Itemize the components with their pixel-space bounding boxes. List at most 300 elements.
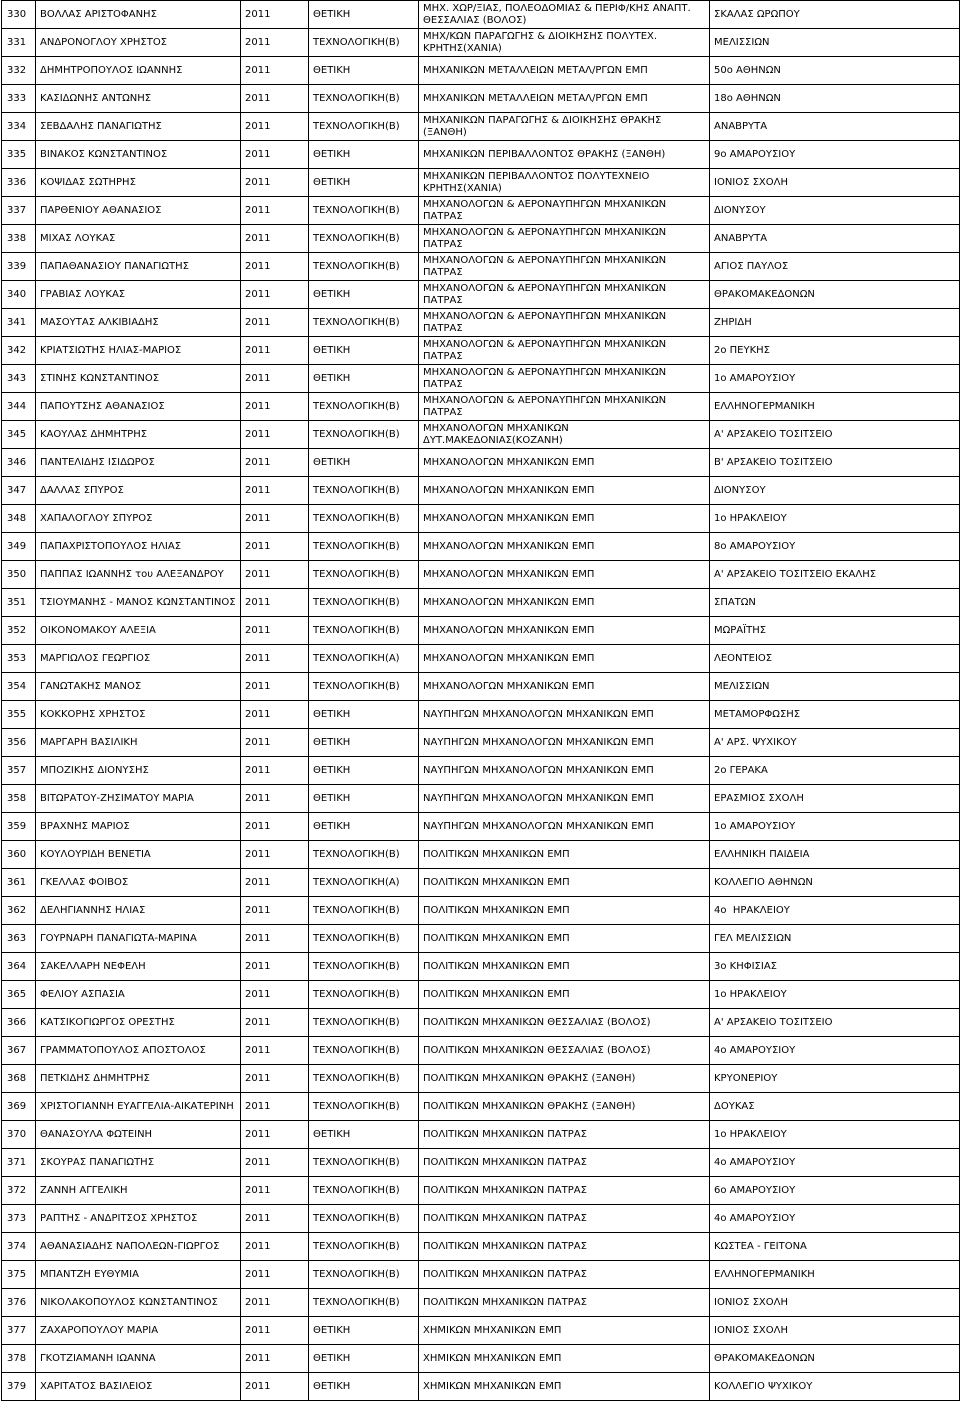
row-number-cell: 348 <box>2 505 36 533</box>
year-cell: 2011 <box>241 1009 309 1037</box>
row-number-cell: 364 <box>2 953 36 981</box>
department-cell: ΝΑΥΠΗΓΩΝ ΜΗΧΑΝΟΛΟΓΩΝ ΜΗΧΑΝΙΚΩΝ ΕΜΠ <box>419 701 710 729</box>
school-cell: 4ο ΑΜΑΡΟΥΣΙΟΥ <box>710 1037 960 1065</box>
department-cell: ΠΟΛΙΤΙΚΩΝ ΜΗΧΑΝΙΚΩΝ ΕΜΠ <box>419 953 710 981</box>
department-cell: ΜΗΧΑΝΙΚΩΝ ΜΕΤΑΛΛΕΙΩΝ ΜΕΤΑΛ/ΡΓΩΝ ΕΜΠ <box>419 57 710 85</box>
school-cell: ΑΝΑΒΡΥΤΑ <box>710 225 960 253</box>
track-cell: ΤΕΧΝΟΛΟΓΙΚΗ(Β) <box>309 1205 419 1233</box>
row-number-cell: 371 <box>2 1149 36 1177</box>
department-cell: ΝΑΥΠΗΓΩΝ ΜΗΧΑΝΟΛΟΓΩΝ ΜΗΧΑΝΙΚΩΝ ΕΜΠ <box>419 813 710 841</box>
student-name-cell: ΤΣΙΟΥΜΑΝΗΣ - ΜΑΝΟΣ ΚΩΝΣΤΑΝΤΙΝΟΣ <box>36 589 241 617</box>
student-name-cell: ΣΑΚΕΛΛΑΡΗ ΝΕΦΕΛΗ <box>36 953 241 981</box>
row-number-cell: 357 <box>2 757 36 785</box>
track-cell: ΘΕΤΙΚΗ <box>309 141 419 169</box>
department-cell: ΜΗΧ. ΧΩΡ/ΞΙΑΣ, ΠΟΛΕΟΔΟΜΙΑΣ & ΠΕΡΙΦ/ΚΗΣ ΑΝΑΠΤ. ΘΕΣΣΑΛΙΑΣ (ΒΟΛΟΣ) <box>419 1 710 29</box>
department-cell: ΠΟΛΙΤΙΚΩΝ ΜΗΧΑΝΙΚΩΝ ΠΑΤΡΑΣ <box>419 1177 710 1205</box>
row-number-cell: 334 <box>2 113 36 141</box>
table-row <box>2 477 960 505</box>
student-name-cell: ΠΑΠΑΘΑΝΑΣΙΟΥ ΠΑΝΑΓΙΩΤΗΣ <box>36 253 241 281</box>
year-cell: 2011 <box>241 925 309 953</box>
student-name-cell: ΓΟΥΡΝΑΡΗ ΠΑΝΑΓΙΩΤΑ-ΜΑΡΙΝΑ <box>36 925 241 953</box>
student-name-cell: ΧΑΠΑΛΟΓΛΟΥ ΣΠΥΡΟΣ <box>36 505 241 533</box>
row-number-cell: 354 <box>2 673 36 701</box>
year-cell: 2011 <box>241 813 309 841</box>
student-name-cell: ΜΠΑΝΤΖΗ ΕΥΘΥΜΙΑ <box>36 1261 241 1289</box>
row-number-cell: 379 <box>2 1373 36 1401</box>
table-row <box>2 393 960 421</box>
department-cell: ΠΟΛΙΤΙΚΩΝ ΜΗΧΑΝΙΚΩΝ ΘΡΑΚΗΣ (ΞΑΝΘΗ) <box>419 1065 710 1093</box>
year-cell: 2011 <box>241 1177 309 1205</box>
school-cell: ΔΙΟΝΥΣΟΥ <box>710 477 960 505</box>
row-number-cell: 341 <box>2 309 36 337</box>
school-cell: Α' ΑΡΣ. ΨΥΧΙΚΟΥ <box>710 729 960 757</box>
table-row <box>2 281 960 309</box>
school-cell: ΘΡΑΚΟΜΑΚΕΔΟΝΩΝ <box>710 1345 960 1373</box>
table-row <box>2 617 960 645</box>
year-cell: 2011 <box>241 1373 309 1401</box>
school-cell: ΙΟΝΙΟΣ ΣΧΟΛΗ <box>710 169 960 197</box>
track-cell: ΤΕΧΝΟΛΟΓΙΚΗ(Β) <box>309 393 419 421</box>
table-row <box>2 1121 960 1149</box>
table-row <box>2 869 960 897</box>
year-cell: 2011 <box>241 673 309 701</box>
school-cell: ΖΗΡΙΔΗ <box>710 309 960 337</box>
row-number-cell: 366 <box>2 1009 36 1037</box>
row-number-cell: 350 <box>2 561 36 589</box>
table-row <box>2 1177 960 1205</box>
track-cell: ΘΕΤΙΚΗ <box>309 1121 419 1149</box>
year-cell: 2011 <box>241 1149 309 1177</box>
department-cell: ΜΗΧΑΝΟΛΟΓΩΝ ΜΗΧΑΝΙΚΩΝ ΕΜΠ <box>419 533 710 561</box>
school-cell: ΙΟΝΙΟΣ ΣΧΟΛΗ <box>710 1317 960 1345</box>
department-cell: ΜΗΧΑΝΙΚΩΝ ΠΕΡΙΒΑΛΛΟΝΤΟΣ ΘΡΑΚΗΣ (ΞΑΝΘΗ) <box>419 141 710 169</box>
table-row <box>2 813 960 841</box>
row-number-cell: 352 <box>2 617 36 645</box>
table-row <box>2 897 960 925</box>
student-name-cell: ΣΤΙΝΗΣ ΚΩΝΣΤΑΝΤΙΝΟΣ <box>36 365 241 393</box>
table-row <box>2 645 960 673</box>
department-cell: ΜΗΧΑΝΟΛΟΓΩΝ & ΑΕΡΟΝΑΥΠΗΓΩΝ ΜΗΧΑΝΙΚΩΝ ΠΑΤΡΑΣ <box>419 281 710 309</box>
school-cell: 2ο ΓΕΡΑΚΑ <box>710 757 960 785</box>
row-number-cell: 370 <box>2 1121 36 1149</box>
track-cell: ΘΕΤΙΚΗ <box>309 757 419 785</box>
year-cell: 2011 <box>241 1065 309 1093</box>
department-cell: ΠΟΛΙΤΙΚΩΝ ΜΗΧΑΝΙΚΩΝ ΕΜΠ <box>419 925 710 953</box>
row-number-cell: 355 <box>2 701 36 729</box>
table-row <box>2 1233 960 1261</box>
student-name-cell: ΚΟΥΛΟΥΡΙΔΗ ΒΕΝΕΤΙΑ <box>36 841 241 869</box>
year-cell: 2011 <box>241 477 309 505</box>
row-number-cell: 361 <box>2 869 36 897</box>
track-cell: ΤΕΧΝΟΛΟΓΙΚΗ(Β) <box>309 113 419 141</box>
table-row <box>2 1093 960 1121</box>
student-name-cell: ΔΑΛΛΑΣ ΣΠΥΡΟΣ <box>36 477 241 505</box>
school-cell: Α' ΑΡΣΑΚΕΙΟ ΤΟΣΙΤΣΕΙΟ <box>710 421 960 449</box>
row-number-cell: 345 <box>2 421 36 449</box>
school-cell: Α' ΑΡΣΑΚΕΙΟ ΤΟΣΙΤΣΕΙΟ <box>710 1009 960 1037</box>
school-cell: ΕΛΛΗΝΟΓΕΡΜΑΝΙΚΗ <box>710 393 960 421</box>
track-cell: ΤΕΧΝΟΛΟΓΙΚΗ(Β) <box>309 897 419 925</box>
student-name-cell: ΜΠΟΖΙΚΗΣ ΔΙΟΝΥΣΗΣ <box>36 757 241 785</box>
department-cell: ΧΗΜΙΚΩΝ ΜΗΧΑΝΙΚΩΝ ΕΜΠ <box>419 1317 710 1345</box>
school-cell: 50ο ΑΘΗΝΩΝ <box>710 57 960 85</box>
school-cell: 2ο ΠΕΥΚΗΣ <box>710 337 960 365</box>
row-number-cell: 337 <box>2 197 36 225</box>
year-cell: 2011 <box>241 561 309 589</box>
table-row <box>2 421 960 449</box>
track-cell: ΤΕΧΝΟΛΟΓΙΚΗ(Β) <box>309 841 419 869</box>
row-number-cell: 375 <box>2 1261 36 1289</box>
track-cell: ΤΕΧΝΟΛΟΓΙΚΗ(Β) <box>309 1177 419 1205</box>
department-cell: ΠΟΛΙΤΙΚΩΝ ΜΗΧΑΝΙΚΩΝ ΠΑΤΡΑΣ <box>419 1205 710 1233</box>
department-cell: ΜΗΧΑΝΟΛΟΓΩΝ ΜΗΧΑΝΙΚΩΝ ΔΥΤ.ΜΑΚΕΔΟΝΙΑΣ(ΚΟΖΑΝΗ) <box>419 421 710 449</box>
year-cell: 2011 <box>241 617 309 645</box>
school-cell: ΚΩΣΤΕΑ - ΓΕΙΤΟΝΑ <box>710 1233 960 1261</box>
table-row <box>2 29 960 57</box>
student-name-cell: ΘΑΝΑΣΟΥΛΑ ΦΩΤΕΙΝΗ <box>36 1121 241 1149</box>
row-number-cell: 346 <box>2 449 36 477</box>
school-cell: ΜΕΛΙΣΣΙΩΝ <box>710 29 960 57</box>
track-cell: ΤΕΧΝΟΛΟΓΙΚΗ(Β) <box>309 85 419 113</box>
row-number-cell: 367 <box>2 1037 36 1065</box>
school-cell: ΘΡΑΚΟΜΑΚΕΔΟΝΩΝ <box>710 281 960 309</box>
school-cell: 4ο ΑΜΑΡΟΥΣΙΟΥ <box>710 1149 960 1177</box>
student-name-cell: ΜΙΧΑΣ ΛΟΥΚΑΣ <box>36 225 241 253</box>
row-number-cell: 344 <box>2 393 36 421</box>
year-cell: 2011 <box>241 1233 309 1261</box>
student-name-cell: ΖΑΧΑΡΟΠΟΥΛΟΥ ΜΑΡΙΑ <box>36 1317 241 1345</box>
school-cell: ΛΕΟΝΤΕΙΟΣ <box>710 645 960 673</box>
student-name-cell: ΚΡΙΑΤΣΙΩΤΗΣ ΗΛΙΑΣ-ΜΑΡΙΟΣ <box>36 337 241 365</box>
row-number-cell: 365 <box>2 981 36 1009</box>
row-number-cell: 356 <box>2 729 36 757</box>
student-name-cell: ΚΑΤΣΙΚΟΓΙΩΡΓΟΣ ΟΡΕΣΤΗΣ <box>36 1009 241 1037</box>
track-cell: ΤΕΧΝΟΛΟΓΙΚΗ(Β) <box>309 477 419 505</box>
track-cell: ΤΕΧΝΟΛΟΓΙΚΗ(Β) <box>309 1009 419 1037</box>
track-cell: ΘΕΤΙΚΗ <box>309 813 419 841</box>
department-cell: ΜΗΧΑΝΙΚΩΝ ΠΑΡΑΓΩΓΗΣ & ΔΙΟΙΚΗΣΗΣ ΘΡΑΚΗΣ (ΞΑΝΘΗ) <box>419 113 710 141</box>
student-name-cell: ΚΑΣΙΔΩΝΗΣ ΑΝΤΩΝΗΣ <box>36 85 241 113</box>
row-number-cell: 330 <box>2 1 36 29</box>
track-cell: ΘΕΤΙΚΗ <box>309 169 419 197</box>
year-cell: 2011 <box>241 953 309 981</box>
table-row <box>2 1261 960 1289</box>
track-cell: ΤΕΧΝΟΛΟΓΙΚΗ(Β) <box>309 925 419 953</box>
year-cell: 2011 <box>241 589 309 617</box>
school-cell: 1ο ΗΡΑΚΛΕΙΟΥ <box>710 981 960 1009</box>
table-row <box>2 337 960 365</box>
student-name-cell: ΚΟΨΙΔΑΣ ΣΩΤΗΡΗΣ <box>36 169 241 197</box>
student-name-cell: ΠΑΝΤΕΛΙΔΗΣ ΙΣΙΔΩΡΟΣ <box>36 449 241 477</box>
table-row <box>2 309 960 337</box>
student-name-cell: ΓΡΑΒΙΑΣ ΛΟΥΚΑΣ <box>36 281 241 309</box>
year-cell: 2011 <box>241 421 309 449</box>
school-cell: Α' ΑΡΣΑΚΕΙΟ ΤΟΣΙΤΣΕΙΟ ΕΚΑΛΗΣ <box>710 561 960 589</box>
row-number-cell: 347 <box>2 477 36 505</box>
row-number-cell: 338 <box>2 225 36 253</box>
row-number-cell: 336 <box>2 169 36 197</box>
year-cell: 2011 <box>241 785 309 813</box>
year-cell: 2011 <box>241 869 309 897</box>
student-name-cell: ΝΙΚΟΛΑΚΟΠΟΥΛΟΣ ΚΩΝΣΤΑΝΤΙΝΟΣ <box>36 1289 241 1317</box>
track-cell: ΤΕΧΝΟΛΟΓΙΚΗ(Β) <box>309 981 419 1009</box>
department-cell: ΝΑΥΠΗΓΩΝ ΜΗΧΑΝΟΛΟΓΩΝ ΜΗΧΑΝΙΚΩΝ ΕΜΠ <box>419 729 710 757</box>
department-cell: ΠΟΛΙΤΙΚΩΝ ΜΗΧΑΝΙΚΩΝ ΠΑΤΡΑΣ <box>419 1289 710 1317</box>
row-number-cell: 331 <box>2 29 36 57</box>
table-row <box>2 505 960 533</box>
year-cell: 2011 <box>241 337 309 365</box>
school-cell: 1ο ΑΜΑΡΟΥΣΙΟΥ <box>710 813 960 841</box>
year-cell: 2011 <box>241 85 309 113</box>
track-cell: ΘΕΤΙΚΗ <box>309 1345 419 1373</box>
year-cell: 2011 <box>241 281 309 309</box>
results-table-body <box>2 1 960 1401</box>
student-name-cell: ΓΚΕΛΛΑΣ ΦΟΙΒΟΣ <box>36 869 241 897</box>
department-cell: ΝΑΥΠΗΓΩΝ ΜΗΧΑΝΟΛΟΓΩΝ ΜΗΧΑΝΙΚΩΝ ΕΜΠ <box>419 757 710 785</box>
table-row <box>2 533 960 561</box>
school-cell: 9ο ΑΜΑΡΟΥΣΙΟΥ <box>710 141 960 169</box>
row-number-cell: 373 <box>2 1205 36 1233</box>
track-cell: ΤΕΧΝΟΛΟΓΙΚΗ(Β) <box>309 561 419 589</box>
department-cell: ΝΑΥΠΗΓΩΝ ΜΗΧΑΝΟΛΟΓΩΝ ΜΗΧΑΝΙΚΩΝ ΕΜΠ <box>419 785 710 813</box>
track-cell: ΘΕΤΙΚΗ <box>309 785 419 813</box>
table-row <box>2 253 960 281</box>
school-cell: ΔΙΟΝΥΣΟΥ <box>710 197 960 225</box>
student-name-cell: ΔΗΜΗΤΡΟΠΟΥΛΟΣ ΙΩΑΝΝΗΣ <box>36 57 241 85</box>
year-cell: 2011 <box>241 225 309 253</box>
student-name-cell: ΣΕΒΔΑΛΗΣ ΠΑΝΑΓΙΩΤΗΣ <box>36 113 241 141</box>
track-cell: ΤΕΧΝΟΛΟΓΙΚΗ(Β) <box>309 1037 419 1065</box>
track-cell: ΘΕΤΙΚΗ <box>309 1373 419 1401</box>
school-cell: 1ο ΗΡΑΚΛΕΙΟΥ <box>710 1121 960 1149</box>
year-cell: 2011 <box>241 981 309 1009</box>
row-number-cell: 374 <box>2 1233 36 1261</box>
table-row <box>2 1317 960 1345</box>
department-cell: ΜΗΧΑΝΟΛΟΓΩΝ ΜΗΧΑΝΙΚΩΝ ΕΜΠ <box>419 673 710 701</box>
school-cell: ΕΛΛΗΝΙΚΗ ΠΑΙΔΕΙΑ <box>710 841 960 869</box>
track-cell: ΘΕΤΙΚΗ <box>309 1 419 29</box>
year-cell: 2011 <box>241 1317 309 1345</box>
school-cell: 3ο ΚΗΦΙΣΙΑΣ <box>710 953 960 981</box>
student-name-cell: ΑΘΑΝΑΣΙΑΔΗΣ ΝΑΠΟΛΕΩΝ-ΓΙΩΡΓΟΣ <box>36 1233 241 1261</box>
year-cell: 2011 <box>241 729 309 757</box>
year-cell: 2011 <box>241 533 309 561</box>
track-cell: ΘΕΤΙΚΗ <box>309 1317 419 1345</box>
department-cell: ΜΗΧΑΝΟΛΟΓΩΝ ΜΗΧΑΝΙΚΩΝ ΕΜΠ <box>419 589 710 617</box>
year-cell: 2011 <box>241 1093 309 1121</box>
department-cell: ΜΗΧΑΝΟΛΟΓΩΝ ΜΗΧΑΝΙΚΩΝ ΕΜΠ <box>419 561 710 589</box>
department-cell: ΠΟΛΙΤΙΚΩΝ ΜΗΧΑΝΙΚΩΝ ΘΡΑΚΗΣ (ΞΑΝΘΗ) <box>419 1093 710 1121</box>
track-cell: ΤΕΧΝΟΛΟΓΙΚΗ(Β) <box>309 673 419 701</box>
table-row <box>2 1205 960 1233</box>
table-row <box>2 1 960 29</box>
school-cell: 4ο ΑΜΑΡΟΥΣΙΟΥ <box>710 1205 960 1233</box>
student-name-cell: ΡΑΠΤΗΣ - ΑΝΔΡΙΤΣΟΣ ΧΡΗΣΤΟΣ <box>36 1205 241 1233</box>
track-cell: ΘΕΤΙΚΗ <box>309 281 419 309</box>
row-number-cell: 351 <box>2 589 36 617</box>
track-cell: ΤΕΧΝΟΛΟΓΙΚΗ(Β) <box>309 225 419 253</box>
track-cell: ΘΕΤΙΚΗ <box>309 337 419 365</box>
student-name-cell: ΠΕΤΚΙΔΗΣ ΔΗΜΗΤΡΗΣ <box>36 1065 241 1093</box>
department-cell: ΠΟΛΙΤΙΚΩΝ ΜΗΧΑΝΙΚΩΝ ΕΜΠ <box>419 897 710 925</box>
department-cell: ΠΟΛΙΤΙΚΩΝ ΜΗΧΑΝΙΚΩΝ ΠΑΤΡΑΣ <box>419 1261 710 1289</box>
row-number-cell: 343 <box>2 365 36 393</box>
year-cell: 2011 <box>241 1261 309 1289</box>
table-row <box>2 925 960 953</box>
school-cell: ΑΓΙΟΣ ΠΑΥΛΟΣ <box>710 253 960 281</box>
school-cell: ΜΕΤΑΜΟΡΦΩΣΗΣ <box>710 701 960 729</box>
table-row <box>2 757 960 785</box>
table-row <box>2 1289 960 1317</box>
department-cell: ΧΗΜΙΚΩΝ ΜΗΧΑΝΙΚΩΝ ΕΜΠ <box>419 1373 710 1401</box>
department-cell: ΜΗΧΑΝΟΛΟΓΩΝ & ΑΕΡΟΝΑΥΠΗΓΩΝ ΜΗΧΑΝΙΚΩΝ ΠΑΤΡΑΣ <box>419 365 710 393</box>
row-number-cell: 378 <box>2 1345 36 1373</box>
row-number-cell: 333 <box>2 85 36 113</box>
student-name-cell: ΠΑΠΑΧΡΙΣΤΟΠΟΥΛΟΣ ΗΛΙΑΣ <box>36 533 241 561</box>
department-cell: ΜΗΧΑΝΟΛΟΓΩΝ ΜΗΧΑΝΙΚΩΝ ΕΜΠ <box>419 505 710 533</box>
row-number-cell: 368 <box>2 1065 36 1093</box>
student-name-cell: ΧΑΡΙΤΑΤΟΣ ΒΑΣΙΛΕΙΟΣ <box>36 1373 241 1401</box>
results-table <box>1 0 960 1401</box>
department-cell: ΠΟΛΙΤΙΚΩΝ ΜΗΧΑΝΙΚΩΝ ΕΜΠ <box>419 841 710 869</box>
school-cell: ΚΡΥΟΝΕΡΙΟΥ <box>710 1065 960 1093</box>
year-cell: 2011 <box>241 1289 309 1317</box>
department-cell: ΜΗΧΑΝΟΛΟΓΩΝ & ΑΕΡΟΝΑΥΠΗΓΩΝ ΜΗΧΑΝΙΚΩΝ ΠΑΤΡΑΣ <box>419 225 710 253</box>
department-cell: ΜΗΧΑΝΟΛΟΓΩΝ & ΑΕΡΟΝΑΥΠΗΓΩΝ ΜΗΧΑΝΙΚΩΝ ΠΑΤΡΑΣ <box>419 197 710 225</box>
year-cell: 2011 <box>241 169 309 197</box>
track-cell: ΤΕΧΝΟΛΟΓΙΚΗ(Β) <box>309 421 419 449</box>
row-number-cell: 332 <box>2 57 36 85</box>
year-cell: 2011 <box>241 393 309 421</box>
row-number-cell: 369 <box>2 1093 36 1121</box>
student-name-cell: ΒΙΤΩΡΑΤΟΥ-ΖΗΣΙΜΑΤΟΥ ΜΑΡΙΑ <box>36 785 241 813</box>
track-cell: ΤΕΧΝΟΛΟΓΙΚΗ(Β) <box>309 1261 419 1289</box>
table-row <box>2 449 960 477</box>
year-cell: 2011 <box>241 141 309 169</box>
track-cell: ΘΕΤΙΚΗ <box>309 729 419 757</box>
student-name-cell: ΜΑΣΟΥΤΑΣ ΑΛΚΙΒΙΑΔΗΣ <box>36 309 241 337</box>
track-cell: ΤΕΧΝΟΛΟΓΙΚΗ(Β) <box>309 309 419 337</box>
track-cell: ΘΕΤΙΚΗ <box>309 57 419 85</box>
table-row <box>2 85 960 113</box>
school-cell: ΕΛΛΗΝΟΓΕΡΜΑΝΙΚΗ <box>710 1261 960 1289</box>
student-name-cell: ΜΑΡΓΙΩΛΟΣ ΓΕΩΡΓΙΟΣ <box>36 645 241 673</box>
year-cell: 2011 <box>241 1345 309 1373</box>
table-row <box>2 365 960 393</box>
student-name-cell: ΣΚΟΥΡΑΣ ΠΑΝΑΓΙΩΤΗΣ <box>36 1149 241 1177</box>
student-name-cell: ΠΑΠΠΑΣ ΙΩΑΝΝΗΣ του ΑΛΕΞΑΝΔΡΟΥ <box>36 561 241 589</box>
track-cell: ΤΕΧΝΟΛΟΓΙΚΗ(Β) <box>309 1149 419 1177</box>
table-row <box>2 225 960 253</box>
table-row <box>2 785 960 813</box>
table-row <box>2 169 960 197</box>
school-cell: ΔΟΥΚΑΣ <box>710 1093 960 1121</box>
department-cell: ΧΗΜΙΚΩΝ ΜΗΧΑΝΙΚΩΝ ΕΜΠ <box>419 1345 710 1373</box>
track-cell: ΤΕΧΝΟΛΟΓΙΚΗ(Β) <box>309 505 419 533</box>
student-name-cell: ΜΑΡΓΑΡΗ ΒΑΣΙΛΙΚΗ <box>36 729 241 757</box>
school-cell: ΕΡΑΣΜΙΟΣ ΣΧΟΛΗ <box>710 785 960 813</box>
row-number-cell: 339 <box>2 253 36 281</box>
student-name-cell: ΑΝΔΡΟΝΟΓΛΟΥ ΧΡΗΣΤΟΣ <box>36 29 241 57</box>
student-name-cell: ΓΡΑΜΜΑΤΟΠΟΥΛΟΣ ΑΠΟΣΤΟΛΟΣ <box>36 1037 241 1065</box>
student-name-cell: ΟΙΚΟΝΟΜΑΚΟΥ ΑΛΕΞΙΑ <box>36 617 241 645</box>
track-cell: ΘΕΤΙΚΗ <box>309 449 419 477</box>
department-cell: ΠΟΛΙΤΙΚΩΝ ΜΗΧΑΝΙΚΩΝ ΕΜΠ <box>419 869 710 897</box>
department-cell: ΠΟΛΙΤΙΚΩΝ ΜΗΧΑΝΙΚΩΝ ΘΕΣΣΑΛΙΑΣ (ΒΟΛΟΣ) <box>419 1037 710 1065</box>
table-row <box>2 1345 960 1373</box>
year-cell: 2011 <box>241 757 309 785</box>
table-row <box>2 1149 960 1177</box>
table-row <box>2 589 960 617</box>
department-cell: ΜΗΧΑΝΟΛΟΓΩΝ ΜΗΧΑΝΙΚΩΝ ΕΜΠ <box>419 617 710 645</box>
student-name-cell: ΒΙΝΑΚΟΣ ΚΩΝΣΤΑΝΤΙΝΟΣ <box>36 141 241 169</box>
table-row <box>2 673 960 701</box>
student-name-cell: ΠΑΡΘΕΝΙΟΥ ΑΘΑΝΑΣΙΟΣ <box>36 197 241 225</box>
row-number-cell: 335 <box>2 141 36 169</box>
track-cell: ΤΕΧΝΟΛΟΓΙΚΗ(Β) <box>309 533 419 561</box>
school-cell: ΣΠΑΤΩΝ <box>710 589 960 617</box>
school-cell: ΚΟΛΛΕΓΙΟ ΑΘΗΝΩΝ <box>710 869 960 897</box>
school-cell: ΑΝΑΒΡΥΤΑ <box>710 113 960 141</box>
row-number-cell: 349 <box>2 533 36 561</box>
school-cell: ΣΚΑΛΑΣ ΩΡΩΠΟΥ <box>710 1 960 29</box>
row-number-cell: 360 <box>2 841 36 869</box>
table-row <box>2 57 960 85</box>
track-cell: ΤΕΧΝΟΛΟΓΙΚΗ(Β) <box>309 29 419 57</box>
student-name-cell: ΒΡΑΧΝΗΣ ΜΑΡΙΟΣ <box>36 813 241 841</box>
school-cell: ΙΟΝΙΟΣ ΣΧΟΛΗ <box>710 1289 960 1317</box>
year-cell: 2011 <box>241 253 309 281</box>
year-cell: 2011 <box>241 841 309 869</box>
year-cell: 2011 <box>241 365 309 393</box>
track-cell: ΤΕΧΝΟΛΟΓΙΚΗ(Α) <box>309 869 419 897</box>
department-cell: ΜΗΧΑΝΟΛΟΓΩΝ & ΑΕΡΟΝΑΥΠΗΓΩΝ ΜΗΧΑΝΙΚΩΝ ΠΑΤΡΑΣ <box>419 309 710 337</box>
student-name-cell: ΔΕΛΗΓΙΑΝΝΗΣ ΗΛΙΑΣ <box>36 897 241 925</box>
school-cell: 4ο ΗΡΑΚΛΕΙΟΥ <box>710 897 960 925</box>
department-cell: ΜΗΧΑΝΙΚΩΝ ΠΕΡΙΒΑΛΛΟΝΤΟΣ ΠΟΛΥΤΕΧΝΕΙΟ ΚΡΗΤΗΣ(ΧΑΝΙΑ) <box>419 169 710 197</box>
track-cell: ΘΕΤΙΚΗ <box>309 365 419 393</box>
year-cell: 2011 <box>241 449 309 477</box>
table-row <box>2 113 960 141</box>
student-name-cell: ΓΑΝΩΤΑΚΗΣ ΜΑΝΟΣ <box>36 673 241 701</box>
department-cell: ΜΗΧΑΝΟΛΟΓΩΝ & ΑΕΡΟΝΑΥΠΗΓΩΝ ΜΗΧΑΝΙΚΩΝ ΠΑΤΡΑΣ <box>419 393 710 421</box>
track-cell: ΘΕΤΙΚΗ <box>309 701 419 729</box>
year-cell: 2011 <box>241 309 309 337</box>
school-cell: 1ο ΗΡΑΚΛΕΙΟΥ <box>710 505 960 533</box>
year-cell: 2011 <box>241 645 309 673</box>
track-cell: ΤΕΧΝΟΛΟΓΙΚΗ(Β) <box>309 1233 419 1261</box>
student-name-cell: ΚΟΚΚΟΡΗΣ ΧΡΗΣΤΟΣ <box>36 701 241 729</box>
row-number-cell: 358 <box>2 785 36 813</box>
row-number-cell: 359 <box>2 813 36 841</box>
department-cell: ΠΟΛΙΤΙΚΩΝ ΜΗΧΑΝΙΚΩΝ ΠΑΤΡΑΣ <box>419 1149 710 1177</box>
table-row <box>2 1373 960 1401</box>
row-number-cell: 372 <box>2 1177 36 1205</box>
table-row <box>2 729 960 757</box>
table-row <box>2 1065 960 1093</box>
table-row <box>2 561 960 589</box>
table-row <box>2 953 960 981</box>
student-name-cell: ΖΑΝΝΗ ΑΓΓΕΛΙΚΗ <box>36 1177 241 1205</box>
department-cell: ΠΟΛΙΤΙΚΩΝ ΜΗΧΑΝΙΚΩΝ ΕΜΠ <box>419 981 710 1009</box>
student-name-cell: ΦΕΛΙΟΥ ΑΣΠΑΣΙΑ <box>36 981 241 1009</box>
school-cell: ΚΟΛΛΕΓΙΟ ΨΥΧΙΚΟΥ <box>710 1373 960 1401</box>
row-number-cell: 342 <box>2 337 36 365</box>
row-number-cell: 340 <box>2 281 36 309</box>
school-cell: 1ο ΑΜΑΡΟΥΣΙΟΥ <box>710 365 960 393</box>
row-number-cell: 377 <box>2 1317 36 1345</box>
year-cell: 2011 <box>241 113 309 141</box>
